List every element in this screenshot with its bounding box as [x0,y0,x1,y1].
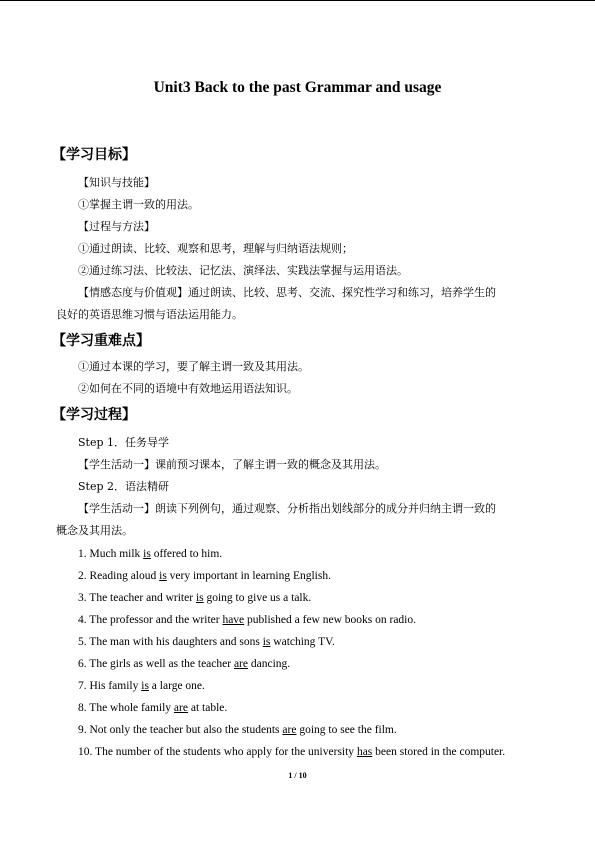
example-sentence: 10. The number of the students who apply for the university has been stored in the computer. [78,746,506,758]
underlined-verb: is [159,570,167,582]
text-line: ①通过本课的学习，要了解主谓一致及其用法。 [78,360,309,373]
text-line: 【情感态度与价值观】通过朗读、比较、思考、交流、探究性学习和练习，培养学生的 [78,286,496,299]
section-heading-key-points: 【学习重难点】 [52,333,150,349]
text-line: ①通过朗读、比较、观察和思考，理解与归纳语法规则； [78,242,353,255]
text-line: ②如何在不同的语境中有效地运用语法知识。 [78,382,298,395]
underlined-verb: are [282,724,297,736]
example-sentence: 9. Not only the teacher but also the students are going to see the film. [78,724,397,736]
text-line: Step 2．语法精研 [78,480,170,493]
example-sentence: 8. The whole family are at table. [78,702,228,714]
text-line: 概念及其用法。 [56,524,133,537]
underlined-verb: is [143,548,151,560]
underlined-verb: have [222,614,245,626]
text-line: 【过程与方法】 [78,220,155,233]
text-line: Step 1．任务导学 [78,436,170,449]
text-line: 【学生活动一】朗读下列例句，通过观察、分析指出划线部分的成分并归纳主谓一致的 [78,502,496,515]
example-sentence: 3. The teacher and writer is going to give us a talk. [78,592,312,604]
example-sentence: 7. His family is a large one. [78,680,205,692]
example-sentence: 4. The professor and the writer have published a few new books on radio. [78,614,416,626]
underlined-verb: is [141,680,149,692]
document-title: Unit3 Back to the past Grammar and usage [153,79,442,96]
underlined-verb: are [173,702,188,714]
underlined-verb: has [356,746,373,758]
underlined-verb: is [195,592,204,604]
example-sentence: 6. The girls as well as the teacher are dancing. [78,658,291,670]
text-line: ②通过练习法、比较法、记忆法、演绎法、实践法掌握与运用语法。 [78,264,408,277]
underlined-verb: are [233,658,248,670]
text-line: ①掌握主谓一致的用法。 [78,198,199,211]
text-line: 良好的英语思维习惯与语法运用能力。 [56,308,243,321]
example-sentence: 5. The man with his daughters and sons is watching TV. [78,636,335,648]
example-sentence: 2. Reading aloud is very important in learning English. [78,570,331,582]
section-heading-goals: 【学习目标】 [52,147,136,163]
page-number: 1 / 10 [288,771,307,780]
section-heading-process: 【学习过程】 [52,407,136,423]
header-rule [0,0,595,1]
example-sentence: 1. Much milk is offered to him. [78,548,223,560]
text-line: 【学生活动一】课前预习课本，了解主谓一致的概念及其用法。 [78,458,386,471]
text-line: 【知识与技能】 [78,176,155,189]
underlined-verb: is [262,636,271,648]
